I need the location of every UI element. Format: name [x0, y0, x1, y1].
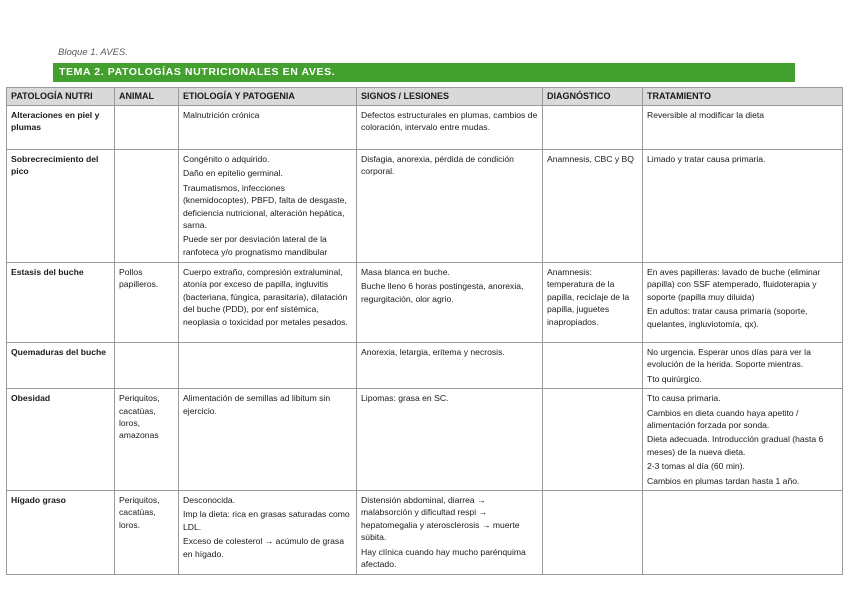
tratamiento-cell	[643, 389, 843, 491]
column-header: ETIOLOGÍA Y PATOGENIA	[179, 88, 357, 106]
diagnostico-text: Anamnesis, CBC y BQ	[547, 154, 634, 164]
animal-cell	[115, 389, 179, 491]
animal-cell	[115, 343, 179, 389]
signos-cell	[357, 263, 543, 343]
column-header: ANIMAL	[115, 88, 179, 106]
signos-text: Distensión abdominal, diarrea → malabsorción y dificultad respi → hepatomegalia y aterosclerosis → muerte súbita.	[361, 495, 520, 543]
etiologia-cell	[179, 491, 357, 574]
column-header: TRATAMIENTO	[643, 88, 843, 106]
animal-text: Periquitos, cacatúas, loros.	[119, 495, 160, 530]
table-row	[7, 106, 843, 150]
signos-cell	[357, 389, 543, 491]
etiologia-cell	[179, 389, 357, 491]
tratamiento-text: Limado y tratar causa primaria.	[647, 154, 766, 164]
tratamiento-text: En adultos: tratar causa primaria (soporte, quelantes, ingluviotomía, qx).	[647, 306, 808, 329]
tratamiento-text: Cambios en plumas tardan hasta 1 año.	[647, 475, 800, 486]
etiologia-text: Alimentación de semillas ad libitum sin ejercicio.	[183, 393, 331, 416]
animal-cell	[115, 491, 179, 574]
signos-text: Lipomas: grasa en SC.	[361, 393, 449, 404]
etiologia-cell	[179, 150, 357, 263]
tratamiento-text: Tto causa primaria.	[647, 393, 721, 404]
tratamiento-cell	[643, 343, 843, 389]
etiologia-cell	[179, 106, 357, 150]
signos-text: Anorexia, letargia, eritema y necrosis.	[361, 347, 505, 357]
signos-text: Disfagia, anorexia, pérdida de condición corporal.	[361, 154, 514, 177]
etiologia-text: Imp la dieta: rica en grasas saturadas como LDL.	[183, 509, 350, 532]
etiologia-text: Congénito o adquirido.	[183, 154, 270, 164]
table-body	[7, 106, 843, 575]
table-row	[7, 263, 843, 343]
tratamiento-text: En aves papilleras: lavado de buche (eliminar papilla) con SSF atemperado, fluidoterapia y soporte (papilla muy diluida)	[647, 267, 821, 302]
animal-cell	[115, 150, 179, 263]
signos-cell	[357, 150, 543, 263]
etiologia-cell	[179, 343, 357, 389]
tratamiento-cell	[643, 263, 843, 343]
tratamiento-text: Cambios en dieta cuando haya apetito / alimentación forzada por sonda.	[647, 407, 799, 431]
table-header-row	[7, 88, 843, 106]
pathology-table	[6, 87, 843, 575]
etiologia-cell	[179, 263, 357, 343]
diagnostico-cell	[543, 389, 643, 491]
signos-cell	[357, 491, 543, 574]
animal-text: Periquitos, cacatúas, loros, amazonas	[119, 393, 160, 441]
etiologia-text: Puede ser por desviación lateral de la ranfoteca y/o prognatismo mandibular	[183, 234, 328, 257]
pathology-name-cell: Quemaduras del buche	[7, 343, 115, 389]
diagnostico-cell	[543, 263, 643, 343]
etiologia-text: Malnutrición crónica	[183, 110, 260, 120]
etiologia-text: Exceso de colesterol → acúmulo de grasa en hígado.	[183, 536, 344, 559]
signos-cell	[357, 106, 543, 150]
signos-text: Hay clínica cuando hay mucho parénquima afectado.	[361, 546, 526, 570]
signos-text: Buche lleno 6 horas postingesta, anorexia, regurgitación, olor agrio.	[361, 281, 524, 304]
tratamiento-cell	[643, 491, 843, 574]
animal-cell	[115, 263, 179, 343]
animal-cell	[115, 106, 179, 150]
column-header: SIGNOS / LESIONES	[357, 88, 543, 106]
diagnostico-text: Anamnesis: temperatura de la papilla, reciclaje de la papilla, juguetes inapropiados.	[547, 267, 630, 327]
diagnostico-cell	[543, 491, 643, 574]
column-header: PATOLOGÍA NUTRI	[7, 88, 115, 106]
diagnostico-cell	[543, 150, 643, 263]
etiologia-text: Daño en epitelio germinal.	[183, 168, 283, 179]
etiologia-text: Desconocida.	[183, 495, 236, 506]
topic-title-banner: TEMA 2. PATOLOGÍAS NUTRICIONALES EN AVES.	[53, 63, 795, 82]
animal-text: Pollos papilleros.	[119, 267, 159, 290]
pathology-name-cell: Sobrecrecimiento del pico	[7, 150, 115, 263]
table-row	[7, 491, 843, 574]
signos-text: Defectos estructurales en plumas, cambios de coloración, intervalo entre mudas.	[361, 110, 538, 133]
column-header: DIAGNÓSTICO	[543, 88, 643, 106]
etiologia-text: Cuerpo extraño, compresión extraluminal, atonía por exceso de papilla, ingluvitis (bacteriana, fúngica, parasitaria), dilatación del buche (PDD), por enf sistémica, neoplasia o toxicidad por metales pesados.	[183, 267, 348, 327]
pathology-name-cell: Hígado graso	[7, 491, 115, 574]
tratamiento-text: Dieta adecuada. Introducción gradual (hasta 6 meses) de la nueva dieta.	[647, 434, 824, 457]
table-row	[7, 343, 843, 389]
pathology-name-cell: Alteraciones en piel y plumas	[7, 106, 115, 150]
tratamiento-text: 2-3 tomas al día (60 min).	[647, 461, 745, 472]
diagnostico-cell	[543, 343, 643, 389]
table-row	[7, 389, 843, 491]
signos-text: Masa blanca en buche.	[361, 267, 450, 277]
pathology-name-cell: Estasis del buche	[7, 263, 115, 343]
etiologia-text: Traumatismos, infecciones (knemidocoptes), PBFD, falta de desgaste, deficiencia nutricional, alteración hepática, sarna.	[183, 182, 347, 231]
tratamiento-cell	[643, 150, 843, 263]
table-row	[7, 150, 843, 263]
block-label: Bloque 1. AVES.	[58, 47, 128, 58]
pathology-name-cell: Obesidad	[7, 389, 115, 491]
diagnostico-cell	[543, 106, 643, 150]
signos-cell	[357, 343, 543, 389]
tratamiento-text: Tto quirúrgico.	[647, 373, 702, 384]
tratamiento-cell	[643, 106, 843, 150]
tratamiento-text: Reversible al modificar la dieta	[647, 110, 765, 120]
tratamiento-text: No urgencia. Esperar unos días para ver la evolución de la herida. Soporte mientras.	[647, 347, 811, 370]
